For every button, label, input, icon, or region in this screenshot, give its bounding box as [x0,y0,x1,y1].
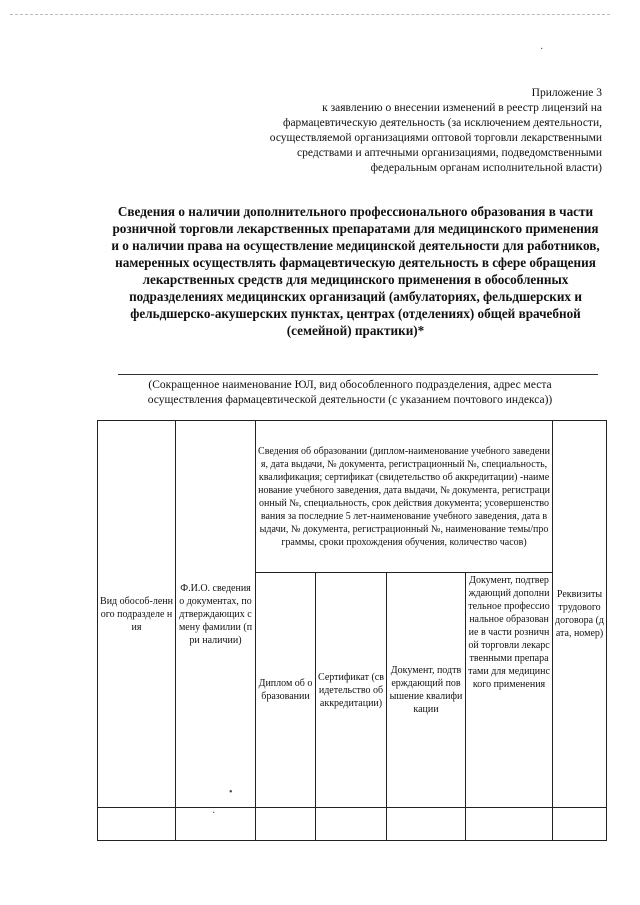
subheader-qualification: Документ, подтверждающий повышение квалификации [387,573,466,808]
education-table [97,420,607,841]
document-title: Сведения о наличии дополнительного профессионального образования в части розничной торговли лекарственных препаратами для медицинского применения и о наличии права на осуществление медицинской деятельности для работников, намеренных осуществлять фармацевтическую деятельность в сфере обращения лекарственных средств для медицинского применения в обособленных подразделениях медицинских организаций (амбулаториях, фельдшерских и фельдшерско-акушерских пунктах, центрах (отделениях) общей врачебной (семейной) практики)* [111,204,600,338]
scan-dot: · [540,44,544,55]
table-cell[interactable] [466,808,553,841]
header-contract: Реквизиты трудового договора (дата, номер) [553,421,607,808]
header-education: Сведения об образовании (диплом-наименование учебного заведения, дата выдачи, № документа, регистрационный №, специальность, квалификация; сертификат (свидетельство об аккредитации) -наименование учебного заведения, дата выдачи, № документа, регистрационный №, специальность, срок действия документа; усовершенствования за последние 5 лет-наименование учебного заведения, дата выдачи, № документа, регистрационный №, наименование темы/программы, сроки прохождения обучения, количество часов) [256,421,553,573]
subheader-diploma: Диплом об образовании [256,573,316,808]
header-division-type: Вид обособ-ленного подразделе ния [98,421,176,808]
organization-fill-line[interactable] [118,374,598,375]
table-cell[interactable] [256,808,316,841]
appendix-caption: к заявлению о внесении изменений в реестр лицензий на фармацевтическую деятельность (за исключением деятельности, осуществляемой организациями оптовой торговли лекарственными средствами и аптечными организациями, подведомственными федеральным органам исполнительной власти) [269,102,602,174]
header-fio: Ф.И.О. сведения о документах, подтверждающих смену фамилии (при наличии) [176,421,256,808]
table-cell[interactable] [553,808,607,841]
appendix-number: Приложение 3 [531,87,602,99]
table-row [98,808,607,841]
scan-edge-line [10,14,610,16]
appendix-block [262,86,602,176]
subheader-certificate: Сертификат (свидетельство об аккредитации) [316,573,387,808]
table-cell[interactable] [98,808,176,841]
subheader-additional-education: Документ, подтверждающий дополнительное профессиональное образование в части розничной торговли лекарственными препаратами для медицинского применения [466,573,553,808]
organization-caption: (Сокращенное наименование ЮЛ, вид обособленного подразделения, адрес места осуществления фармацевтической деятельности (с указанием почтового индекса)) [147,379,553,406]
table-cell[interactable] [176,808,256,841]
table-cell[interactable] [316,808,387,841]
scan-dot: · [212,808,216,819]
table-cell[interactable] [387,808,466,841]
scan-dot: • [229,787,233,798]
